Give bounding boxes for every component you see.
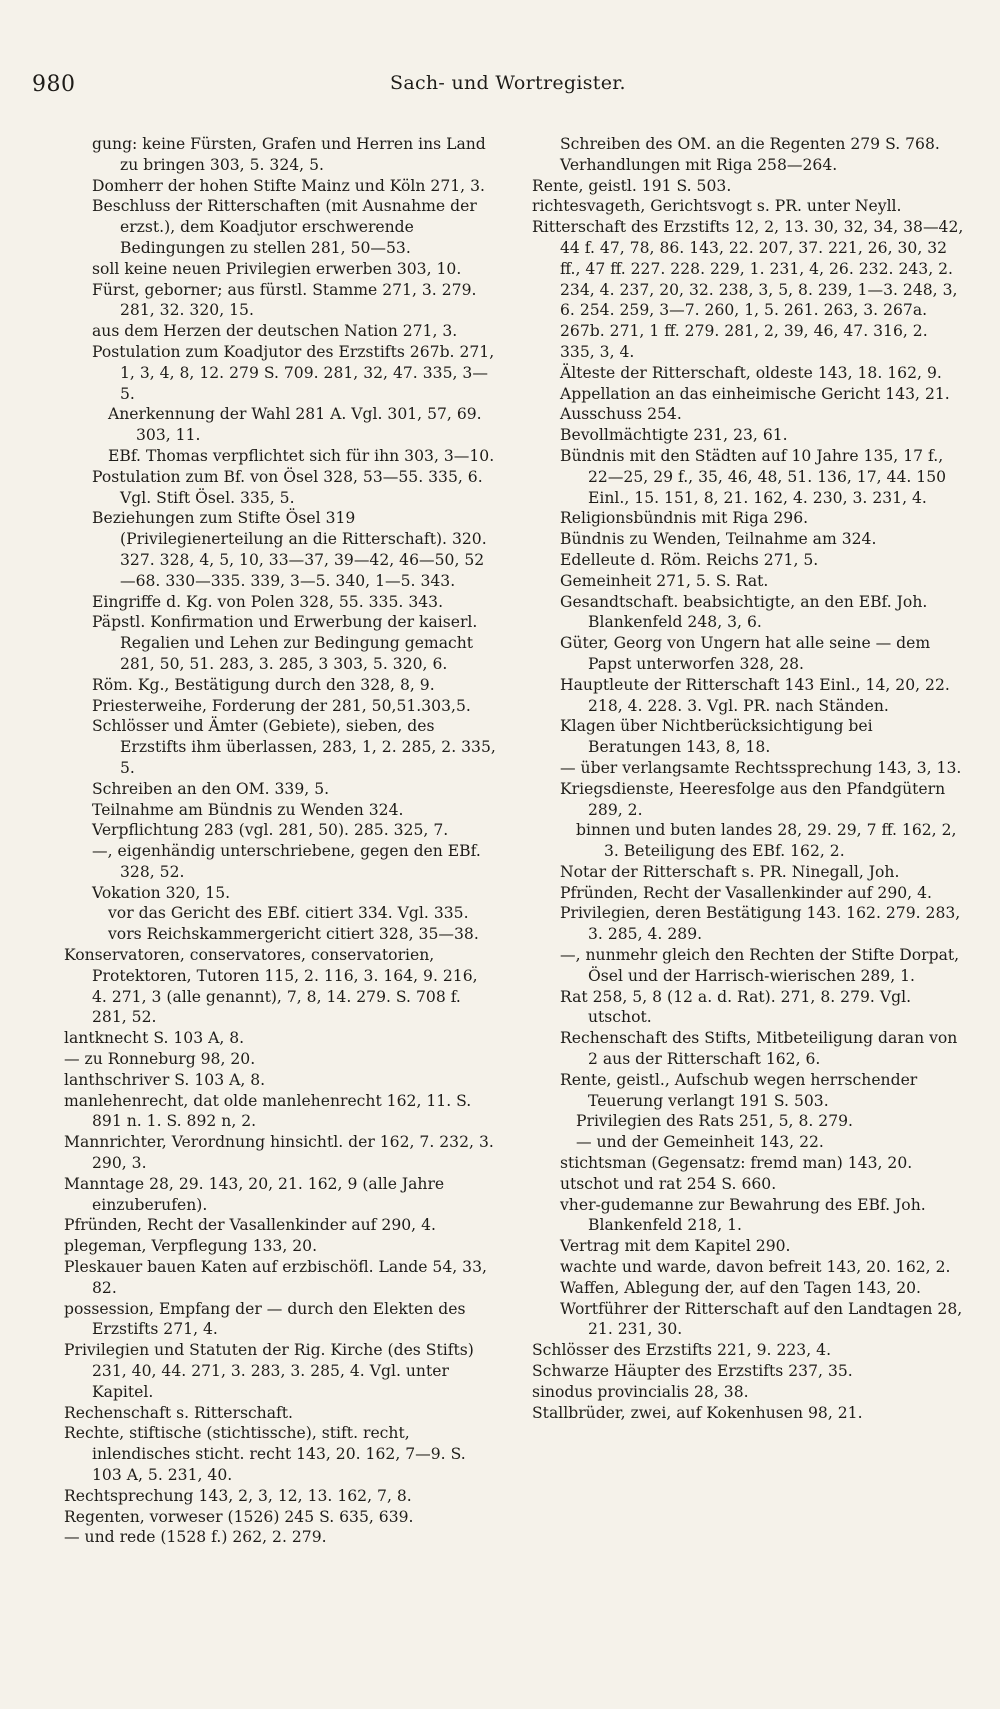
index-entry: Hauptleute der Ritterschaft 143 Einl., 14, 20, 22. 218, 4. 228. 3. Vgl. PR. nach Ständen. xyxy=(560,675,950,715)
index-entry: Schlösser und Ämter (Gebiete), sieben, des Erzstifts ihm überlassen, 283, 1, 2. 285, 2. 335, 5. xyxy=(92,717,496,777)
index-entry: Verhandlungen mit Riga 258—264. xyxy=(560,155,838,174)
index-entry: binnen und buten landes 28, 29. 29, 7 ff. 162, 2, 3. Beteiligung des EBf. 162, 2. xyxy=(576,821,957,861)
index-entry: Manntage 28, 29. 143, 20, 21. 162, 9 (alle Jahre einzuberufen). xyxy=(64,1174,445,1214)
index-entry: Pleskauer bauen Katen auf erzbischöfl. Lande 54, 33, 82. xyxy=(64,1258,487,1297)
index-entry: Bündnis mit den Städten auf 10 Jahre 135, 17 f., 22—25, 29 f., 35, 46, 48, 51. 136, 17, 44. 150 Einl., 15. 151, 8, 21. 162, 4. 230, 3. 231, 4. xyxy=(560,446,947,507)
index-entry: vor das Gericht des EBf. citiert 334. Vgl. 335. xyxy=(108,904,469,923)
index-entry: Privilegien des Rats 251, 5, 8. 279. xyxy=(576,1112,854,1131)
index-entry: Mannrichter, Verordnung hinsichtl. der 162, 7. 232, 3. 290, 3. xyxy=(64,1133,494,1173)
index-column-right xyxy=(532,134,964,1423)
index-entry: gung: keine Fürsten, Grafen und Herren ins Land zu bringen 303, 5. 324, 5. xyxy=(92,135,486,174)
index-entry: Bevollmächtigte 231, 23, 61. xyxy=(560,426,788,445)
index-entry: Gesandtschaft. beabsichtigte, an den EBf. Joh. Blankenfeld 248, 3, 6. xyxy=(560,592,928,632)
index-entry: — zu Ronneburg 98, 20. xyxy=(64,1050,256,1069)
index-entry: Regenten, vorweser (1526) 245 S. 635, 639. xyxy=(64,1507,414,1526)
index-entry: Röm. Kg., Bestätigung durch den 328, 8, 9. xyxy=(92,675,435,694)
index-entry: Älteste der Ritterschaft, oldeste 143, 18. 162, 9. xyxy=(560,363,942,382)
index-entry: lanthschriver S. 103 A, 8. xyxy=(64,1070,266,1089)
running-title: Sach- und Wortregister. xyxy=(390,72,626,94)
index-entry: utschot und rat 254 S. 660. xyxy=(560,1174,777,1193)
index-entry: —, eigenhändig unterschriebene, gegen den EBf. 328, 52. xyxy=(92,842,481,881)
index-entry: Rechtsprechung 143, 2, 3, 12, 13. 162, 7, 8. xyxy=(64,1486,412,1505)
index-entry: aus dem Herzen der deutschen Nation 271, 3. xyxy=(92,322,458,341)
index-entry: Verpflichtung 283 (vgl. 281, 50). 285. 325, 7. xyxy=(92,821,449,840)
index-entry: Rechte, stiftische (stichtissche), stift. recht, inlendisches sticht. recht 143, 20. 162, 7—9. S. 103 A, 5. 231, 40. xyxy=(64,1424,466,1484)
index-entry: Privilegien, deren Bestätigung 143. 162. 279. 283, 3. 285, 4. 289. xyxy=(560,904,961,944)
index-entry: stichtsman (Gegensatz: fremd man) 143, 20. xyxy=(560,1154,913,1173)
index-entry: manlehenrecht, dat olde manlehenrecht 162, 11. S. 891 n. 1. S. 892 n, 2. xyxy=(64,1091,472,1131)
index-entry: Klagen über Nichtberücksichtigung bei Beratungen 143, 8, 18. xyxy=(560,717,873,757)
index-entry: Rechenschaft des Stifts, Mitbeteiligung daran von 2 aus der Ritterschaft 162, 6. xyxy=(560,1029,958,1069)
index-entry: vher-gudemanne zur Bewahrung des EBf. Joh. Blankenfeld 218, 1. xyxy=(560,1195,926,1235)
index-entry: Beziehungen zum Stifte Ösel 319 (Privilegienerteilung an die Ritterschaft). 320. 327. 328, 4, 5, 10, 33—37, 39—42, 46—50, 52—68. 330—335. 339, 3—5. 340, 1—5. 343. xyxy=(92,509,487,590)
index-entry: Religionsbündnis mit Riga 296. xyxy=(560,509,809,528)
index-entry: vors Reichskammergericht citiert 328, 35—38. xyxy=(108,925,479,944)
index-entry: Postulation zum Koadjutor des Erzstifts 267b. 271, 1, 3, 4, 8, 12. 279 S. 709. 281, 32, 47. 335, 3—5. xyxy=(92,342,495,403)
index-entry: Privilegien und Statuten der Rig. Kirche (des Stifts) 231, 40, 44. 271, 3. 283, 3. 285, 4. Vgl. unter Kapitel. xyxy=(64,1341,474,1401)
index-entry: — und der Gemeinheit 143, 22. xyxy=(576,1133,824,1152)
index-entry: Gemeinheit 271, 5. S. Rat. xyxy=(560,571,769,590)
index-entry: Edelleute d. Röm. Reichs 271, 5. xyxy=(560,550,819,569)
index-entry: Domherr der hohen Stifte Mainz und Köln 271, 3. xyxy=(92,176,485,195)
index-entry: Konservatoren, conservatores, conservatorien, Protektoren, Tutoren 115, 2. 116, 3. 164, 9. 216, 4. 271, 3 (alle genannt), 7, 8, 14. 279. S. 708 f. 281, 52. xyxy=(64,946,478,1027)
index-entry: Kriegsdienste, Heeresfolge aus den Pfandgütern 289, 2. xyxy=(560,779,946,819)
index-entry: possession, Empfang der — durch den Elekten des Erzstifts 271, 4. xyxy=(64,1299,466,1339)
index-entry: Notar der Ritterschaft s. PR. Ninegall, Joh. xyxy=(560,862,900,881)
index-entry: Teilnahme am Bündnis zu Wenden 324. xyxy=(92,800,404,819)
index-entry: Rente, geistl. 191 S. 503. xyxy=(532,176,732,195)
index-entry: Päpstl. Konfirmation und Erwerbung der kaiserl. Regalien und Lehen zur Bedingung gemacht 281, 50, 51. 283, 3. 285, 3 303, 5. 320, 6. xyxy=(92,613,478,673)
index-entry: Ausschuss 254. xyxy=(560,405,682,424)
index-column-left xyxy=(64,134,496,1548)
index-entry: Stallbrüder, zwei, auf Kokenhusen 98, 21. xyxy=(532,1403,863,1422)
index-entry: Eingriffe d. Kg. von Polen 328, 55. 335. 343. xyxy=(92,592,444,611)
index-entry: —, nunmehr gleich den Rechten der Stifte Dorpat, Ösel und der Harrisch-wierischen 289, 1. xyxy=(560,946,960,985)
index-entry: Rente, geistl., Aufschub wegen herrschender Teuerung verlangt 191 S. 503. xyxy=(560,1070,918,1110)
index-entry: wachte und warde, davon befreit 143, 20. 162, 2. xyxy=(560,1258,951,1277)
index-entry: Appellation an das einheimische Gericht 143, 21. xyxy=(560,384,950,403)
index-entry: soll keine neuen Privilegien erwerben 303, 10. xyxy=(92,259,462,278)
index-entry: Waffen, Ablegung der, auf den Tagen 143, 20. xyxy=(560,1278,922,1297)
index-entry: Bündnis zu Wenden, Teilnahme am 324. xyxy=(560,530,877,549)
index-entry: Schwarze Häupter des Erzstifts 237, 35. xyxy=(532,1362,853,1381)
index-entry: Priesterweihe, Forderung der 281, 50,51.303,5. xyxy=(92,696,471,715)
index-entry: Beschluss der Ritterschaften (mit Ausnahme der erzst.), dem Koadjutor erschwerende Bedingungen zu stellen 281, 50—53. xyxy=(92,197,477,257)
index-entry: Güter, Georg von Ungern hat alle seine — dem Papst unterworfen 328, 28. xyxy=(560,634,931,673)
index-entry: Vokation 320, 15. xyxy=(92,883,231,902)
index-entry: Vertrag mit dem Kapitel 290. xyxy=(560,1237,791,1256)
index-entry: Schlösser des Erzstifts 221, 9. 223, 4. xyxy=(532,1341,832,1360)
index-entry: Pfründen, Recht der Vasallenkinder auf 290, 4. xyxy=(560,883,932,902)
index-entry: Ritterschaft des Erzstifts 12, 2, 13. 30, 32, 34, 38—42, 44 f. 47, 78, 86. 143, 22. 207, 37. 221, 26, 30, 32 ff., 47 ff. 227. 228. 229, 1. 231, 4, 26. 232. 243, 2. 234, 4. 237, 20, 32. 238, 3, 5, 8. 239, 1—3. 248, 3, 6. 254. 259, 3—7. 260, 1, 5. 261. 263, 3. 267a. 267b. 271, 1 ff. 279. 281, 2, 39, 46, 47. 316, 2. 335, 3, 4. xyxy=(532,218,964,361)
index-entry: Schreiben an den OM. 339, 5. xyxy=(92,779,330,798)
index-entry: lantknecht S. 103 A, 8. xyxy=(64,1029,245,1048)
index-entry: richtesvageth, Gerichtsvogt s. PR. unter Neyll. xyxy=(532,197,902,216)
index-entry: — und rede (1528 f.) 262, 2. 279. xyxy=(64,1528,327,1547)
page-number: 980 xyxy=(32,72,76,97)
index-entry: sinodus provincialis 28, 38. xyxy=(532,1382,749,1401)
index-entry: Wortführer der Ritterschaft auf den Landtagen 28, 21. 231, 30. xyxy=(560,1299,963,1339)
index-entry: plegeman, Verpflegung 133, 20. xyxy=(64,1237,318,1256)
index-entry: Rat 258, 5, 8 (12 a. d. Rat). 271, 8. 279. Vgl. utschot. xyxy=(560,987,912,1027)
index-entry: — über verlangsamte Rechtssprechung 143, 3, 13. xyxy=(560,758,962,777)
index-entry: Pfründen, Recht der Vasallenkinder auf 290, 4. xyxy=(64,1216,436,1235)
index-entry: Fürst, geborner; aus fürstl. Stamme 271, 3. 279. 281, 32. 320, 15. xyxy=(92,280,477,320)
index-entry: EBf. Thomas verpflichtet sich für ihn 303, 3—10. xyxy=(108,446,495,465)
index-entry: Anerkennung der Wahl 281 A. Vgl. 301, 57, 69. 303, 11. xyxy=(108,405,482,445)
index-entry: Rechenschaft s. Ritterschaft. xyxy=(64,1403,294,1422)
index-entry: Postulation zum Bf. von Ösel 328, 53—55. 335, 6. Vgl. Stift Ösel. 335, 5. xyxy=(92,467,483,507)
index-entry: Schreiben des OM. an die Regenten 279 S. 768. xyxy=(560,135,940,153)
